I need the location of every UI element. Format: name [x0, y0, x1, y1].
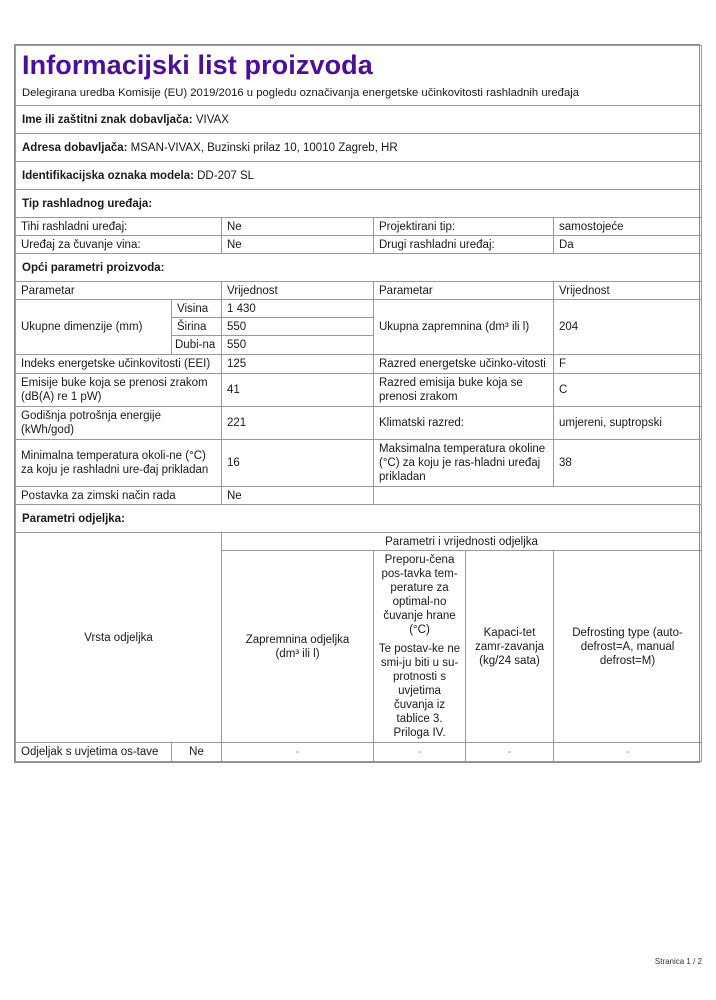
climate-class-label: Klimatski razred:	[374, 407, 554, 440]
general-params-heading: Opći parametri proizvoda:	[16, 254, 702, 282]
max-temp-label: Maksimalna temperatura okoline (°C) za koju je ras-hladni uređaj prikladan	[374, 440, 554, 487]
eei-label: Indeks energetske učinkovitosti (EEI)	[16, 355, 222, 374]
other-appliance-value: Da	[554, 236, 702, 254]
table-row	[16, 236, 702, 254]
noise-emission-label: Emisije buke koja se prenosi zrakom (dB(A) re 1 pW)	[16, 374, 222, 407]
table-row	[16, 743, 702, 762]
table-row	[16, 374, 702, 407]
dimensions-row	[16, 300, 702, 318]
temp-conditions-note: Te postav-ke ne smi-ju biti u su-protnosti s uvjetima čuvanja iz tablice 3. Priloga IV.	[378, 643, 461, 739]
wine-storage-value: Ne	[222, 236, 374, 254]
total-volume-label: Ukupna zapremnina (dm³ ili l)	[374, 300, 554, 355]
table-row	[16, 355, 702, 374]
page-title: Informacijski list proizvoda	[22, 50, 373, 80]
supplier-name-label: Ime ili zaštitni znak dobavljača:	[22, 113, 193, 126]
depth-label: Dubi-na	[172, 336, 222, 355]
compartment-volume-value: -	[222, 743, 374, 762]
compartment-group-header: Parametri i vrijednosti odjeljka	[222, 533, 702, 551]
regulation-subtitle: Delegirana uredba Komisije (EU) 2019/2016 u pogledu označivanja energetske učinkovitosti rashladnih uređaja	[16, 82, 702, 106]
supplier-name-value: VIVAX	[195, 113, 229, 126]
model-id-row	[16, 162, 702, 190]
height-label: Visina	[172, 300, 222, 318]
total-volume-value: 204	[554, 300, 702, 355]
recommended-temp-text: Preporu-čena pos-tavka tem-perature za optimal-no čuvanje hrane (°C)	[381, 554, 458, 636]
dimensions-label: Ukupne dimenzije (mm)	[16, 300, 172, 355]
compartment-volume-header: Zapremnina odjeljka (dm³ ili l)	[222, 551, 374, 743]
winter-mode-label: Postavka za zimski način rada	[16, 487, 222, 505]
col-header-value2: Vrijednost	[554, 282, 702, 300]
table-row	[16, 218, 702, 236]
page-number: Stranica 1 / 2	[654, 957, 702, 966]
noise-class-label: Razred emisija buke koja se prenosi zrakom	[374, 374, 554, 407]
compartment-table	[15, 532, 702, 762]
width-label: Širina	[172, 318, 222, 336]
eei-value: 125	[222, 355, 374, 374]
defrosting-type-header: Defrosting type (auto-defrost=A, manual defrost=M)	[554, 551, 702, 743]
model-id-label: Identifikacijska oznaka modela:	[22, 169, 194, 182]
width-value: 550	[222, 318, 374, 336]
supplier-address-row	[16, 134, 702, 162]
freezing-capacity-header: Kapaci-tet zamr-zavanja (kg/24 sata)	[466, 551, 554, 743]
min-temp-label: Minimalna temperatura okoli-ne (°C) za koju je rashladni ure-đaj prikladan	[16, 440, 222, 487]
supplier-name-row	[16, 106, 702, 134]
low-noise-value: Ne	[222, 218, 374, 236]
annual-energy-label: Godišnja potrošnja energije (kWh/god)	[16, 407, 222, 440]
energy-class-value: F	[554, 355, 702, 374]
compartment-defrost-value: -	[554, 743, 702, 762]
annual-energy-value: 221	[222, 407, 374, 440]
compartment-type-name: Odjeljak s uvjetima os-tave	[16, 743, 172, 762]
product-information-sheet	[14, 44, 700, 763]
title-cell	[16, 46, 702, 83]
energy-class-label: Razred energetske učinko-vitosti	[374, 355, 554, 374]
low-noise-label: Tihi rashladni uređaj:	[16, 218, 222, 236]
supplier-address-value: MSAN-VIVAX, Buzinski prilaz 10, 10010 Zagreb, HR	[130, 141, 398, 154]
col-header-param2: Parametar	[374, 282, 554, 300]
wine-storage-label: Uređaj za čuvanje vina:	[16, 236, 222, 254]
design-type-label: Projektirani tip:	[374, 218, 554, 236]
info-table	[15, 45, 702, 533]
recommended-temp-header	[374, 551, 466, 743]
climate-class-value: umjereni, suptropski	[554, 407, 702, 440]
compartment-params-heading: Parametri odjeljka:	[16, 505, 702, 533]
compartment-type-header: Vrsta odjeljka	[16, 533, 222, 743]
height-value: 1 430	[222, 300, 374, 318]
compartment-freeze-value: -	[466, 743, 554, 762]
supplier-address-label: Adresa dobavljača:	[22, 141, 128, 154]
table-row	[16, 487, 702, 505]
appliance-type-heading: Tip rashladnog uređaja:	[16, 190, 702, 218]
empty-cell	[374, 487, 702, 505]
compartment-temp-value: -	[374, 743, 466, 762]
table-row	[16, 407, 702, 440]
other-appliance-label: Drugi rashladni uređaj:	[374, 236, 554, 254]
winter-mode-value: Ne	[222, 487, 374, 505]
col-header-value: Vrijednost	[222, 282, 374, 300]
noise-emission-value: 41	[222, 374, 374, 407]
table-row	[16, 440, 702, 487]
model-id-value: DD-207 SL	[197, 169, 255, 182]
table-header-row	[16, 282, 702, 300]
compartment-present-value: Ne	[172, 743, 222, 762]
depth-value: 550	[222, 336, 374, 355]
max-temp-value: 38	[554, 440, 702, 487]
noise-class-value: C	[554, 374, 702, 407]
min-temp-value: 16	[222, 440, 374, 487]
col-header-param: Parametar	[16, 282, 222, 300]
design-type-value: samostojeće	[554, 218, 702, 236]
